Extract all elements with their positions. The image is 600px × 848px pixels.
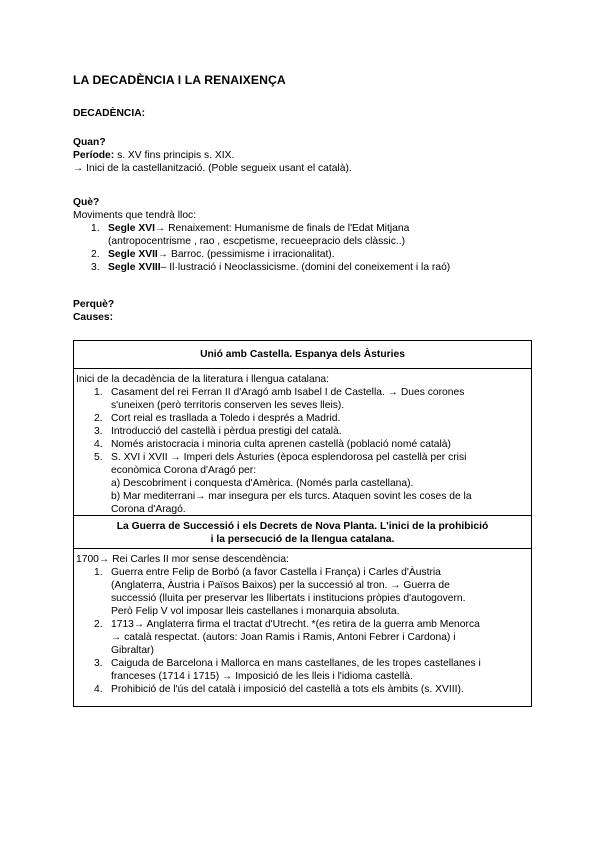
list-item: 2. Cort reial es trasllada a Toledo i després a Madrid. bbox=[94, 413, 341, 424]
list-item: 1. Guerra entre Felip de Borbó (a favor Castella i França) i Carles d'Àustria (Anglaterra, Àustria i Països Baixos) per la successió al tron. → Guerra de successió (lluita per preservar les llibertats i institucions pròpies d'autogovern. Però Felip V vol imposar lleis castellanes i monarquia absoluta. bbox=[94, 567, 466, 617]
periode-text: s. XV fins principis s. XIX. bbox=[114, 150, 235, 161]
list-item: 1. Casament del rei Ferran II d'Aragó amb Isabel I de Castella. → Dues corones s'uneixen (però territoris conserven les seves lleis). bbox=[94, 387, 465, 411]
que-heading: Què? bbox=[73, 197, 100, 208]
list-item: 3. Segle XVIII– Il·lustració i Neoclassicisme. (domini del coneixement i la raó) bbox=[91, 262, 451, 273]
list-item: 3. Introducció del castellà i pèrdua prestigi del català. bbox=[94, 426, 342, 437]
list-item: 4. Prohibició de l'ús del català i imposició del castellà a tots els àmbits (s. XVIII). bbox=[94, 684, 464, 695]
perque-section bbox=[73, 298, 533, 324]
guerra-list bbox=[76, 566, 529, 696]
periode-line bbox=[73, 149, 533, 162]
list-item: 1. Segle XVI→ Renaixement: Humanisme de finals de l'Edat Mitjana (antropocentrisme , rao , escpetisme, recueepracio dels clàssic..) bbox=[91, 223, 410, 247]
causes-label: Causes: bbox=[73, 312, 114, 323]
castellanitzacio-line: → Inici de la castellanització. (Poble segueix usant el català). bbox=[73, 163, 352, 174]
page-title: LA DECADÈNCIA I LA RENAIXENÇA bbox=[73, 73, 286, 87]
causes-table bbox=[73, 340, 532, 707]
list-item: 2. 1713→ Anglaterra firma el tractat d'Utrecht. *(es retira de la guerra amb Menorca → català respectat. (autors: Joan Ramis i Ramis, Antoni Febrer i Cardona) i Gibraltar) bbox=[94, 619, 480, 656]
table-cell-guerra bbox=[74, 549, 531, 696]
unio-intro: Inici de la decadència de la literatura i llengua catalana: bbox=[76, 374, 330, 385]
perque-heading: Perquè? bbox=[73, 299, 115, 310]
list-item: 5. S. XVI i XVII → Imperi dels Àsturies (època esplendorosa pel castellà per crisi econòmica Corona d'Aragó per: a) Descobriment i conquesta d'Amèrica. (Només parla castellana). b) Mar mediterrani→ mar insegura per els turcs. Ataquen sovint les coses de la Corona d'Aragó. bbox=[94, 452, 472, 515]
list-item: 2. Segle XVII→ Barroc. (pessimisme i irracionalitat). bbox=[91, 249, 335, 260]
quan-heading: Quan? bbox=[73, 137, 106, 148]
periode-label: Període: bbox=[73, 150, 115, 161]
quan-section bbox=[73, 136, 533, 175]
section-heading: DECADÈNCIA: bbox=[73, 108, 146, 119]
moviments-list bbox=[73, 222, 533, 274]
que-section bbox=[73, 196, 533, 274]
list-item: 4. Només aristocracia i minoria culta aprenen castellà (població nomé català) bbox=[94, 439, 451, 450]
table-header-guerra: La Guerra de Successió i els Decrets de Nova Planta. L'inici de la prohibició i la persecució de la llengua catalana. bbox=[74, 516, 531, 549]
table-header-unio: Unió amb Castella. Espanya dels Àsturies bbox=[74, 341, 531, 369]
table-cell-unio bbox=[74, 369, 531, 516]
moviments-intro: Moviments que tendrà lloc: bbox=[73, 210, 197, 221]
unio-list bbox=[76, 386, 529, 516]
guerra-intro: 1700→ Rei Carles II mor sense descendència: bbox=[76, 554, 289, 565]
list-item: 3. Caiguda de Barcelona i Mallorca en mans castellanes, de les tropes castellanes i franceses (1714 i 1715) → Imposició de les lleis i l'idioma castellà. bbox=[94, 658, 481, 682]
